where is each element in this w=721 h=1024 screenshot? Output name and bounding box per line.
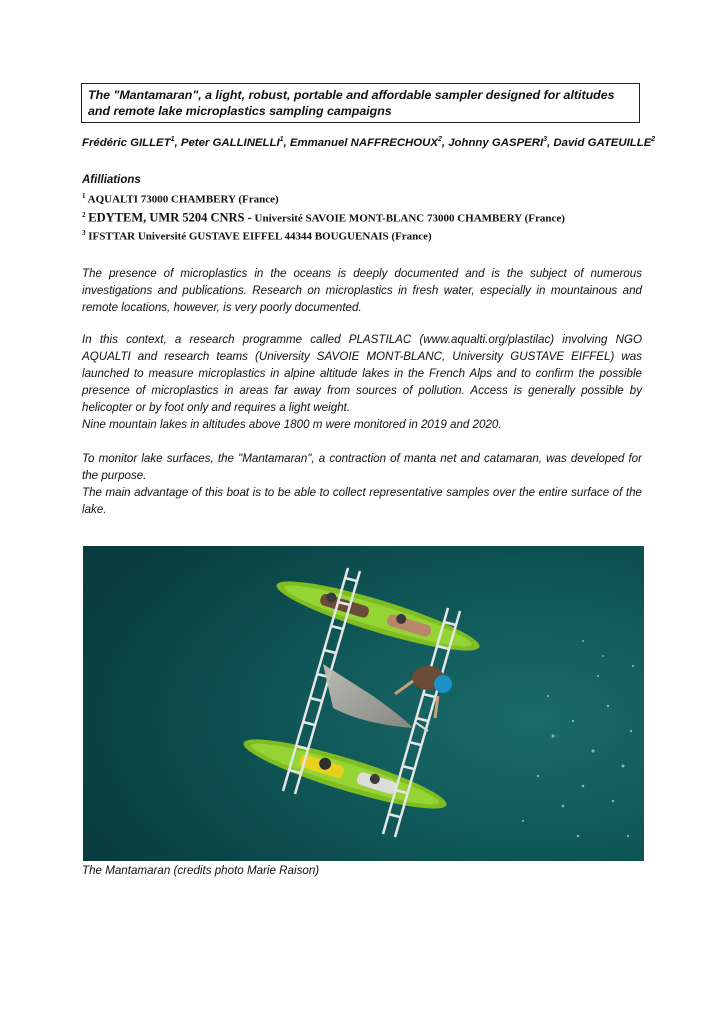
author-name: Peter GALLINELLI (180, 136, 280, 149)
affiliation-text: Université SAVOIE MONT-BLANC 73000 CHAMBERY (France) (254, 212, 565, 225)
author-affiliation-number: 2 (651, 136, 656, 143)
author-list: Frédéric GILLET$^1$, Peter GALLINELLI$^1$, Emmanuel NAFFRECHOUX$^2$, Johnny GASPERI$^3$, David GATEUILLE$^2$ (82, 136, 656, 149)
author-affiliation-number: 1 (279, 136, 284, 143)
affiliations-heading: Afilliations (82, 174, 141, 186)
affiliation-text: IFSTTAR Université GUSTAVE EIFFEL 44344 BOUGUENAIS (France) (88, 230, 432, 243)
affiliation-item (82, 189, 642, 208)
intro-paragraph (82, 265, 642, 316)
author-name: David GATEUILLE (553, 136, 652, 149)
author-affiliation-number: 2 (437, 136, 442, 143)
photo-caption: The Mantamaran (credits photo Marie Raison) (82, 864, 320, 877)
paragraph-text: To monitor lake surfaces, the "Mantamaran", a contraction of manta net and catamaran, was developed for the purpose. (82, 452, 642, 482)
method-paragraph (82, 450, 642, 518)
author-affiliation-number: 3 (543, 136, 548, 143)
context-paragraph (82, 331, 642, 433)
paragraph-text: The presence of microplastics in the oceans is deeply documented and is the subject of numerous investigations and publications. Research on microplastics in fresh water, especially in mountainous and remote locations, however, is very poorly documented. (82, 267, 642, 314)
paragraph-text: Nine mountain lakes in altitudes above 1800 m were monitored in 2019 and 2020. (82, 418, 502, 431)
affiliation-number: 3 (82, 229, 86, 238)
author-name: Emmanuel NAFFRECHOUX (289, 136, 438, 149)
affiliation-text: AQUALTI 73000 CHAMBERY (France) (87, 193, 279, 206)
author-name: Johnny GASPERI (448, 136, 544, 149)
affiliation-number: 1 (82, 192, 86, 200)
paragraph-text: The main advantage of this boat is to be able to collect representative samples over the entire surface of the lake. (82, 486, 642, 516)
affiliation-item (82, 226, 642, 245)
affiliation-item (82, 208, 642, 227)
mantamaran-photo (83, 546, 644, 861)
affiliations-list (82, 189, 642, 245)
affiliation-lab: EDYTEM, UMR 5204 CNRS - (88, 210, 252, 225)
author-affiliation-number: 1 (170, 136, 175, 143)
affiliation-number: 2 (82, 210, 86, 219)
paragraph-text: In this context, a research programme called PLASTILAC (www.aqualti.org/plastilac) involving NGO AQUALTI and research teams (University SAVOIE MONT-BLANC, University GUSTAVE EIFFEL) was launched to measure microplastics in alpine altitude lakes in the French Alps and to confirm the possible presence of microplastics in areas far away from sources of pollution. Access is generally possible by helicopter or by foot only and requires a light weight. (82, 333, 642, 414)
author-name: Frédéric GILLET (82, 136, 171, 149)
paper-title: The "Mantamaran", a light, robust, portable and affordable sampler designed for altitudes and remote lake microplastics sampling campaigns (81, 83, 640, 123)
